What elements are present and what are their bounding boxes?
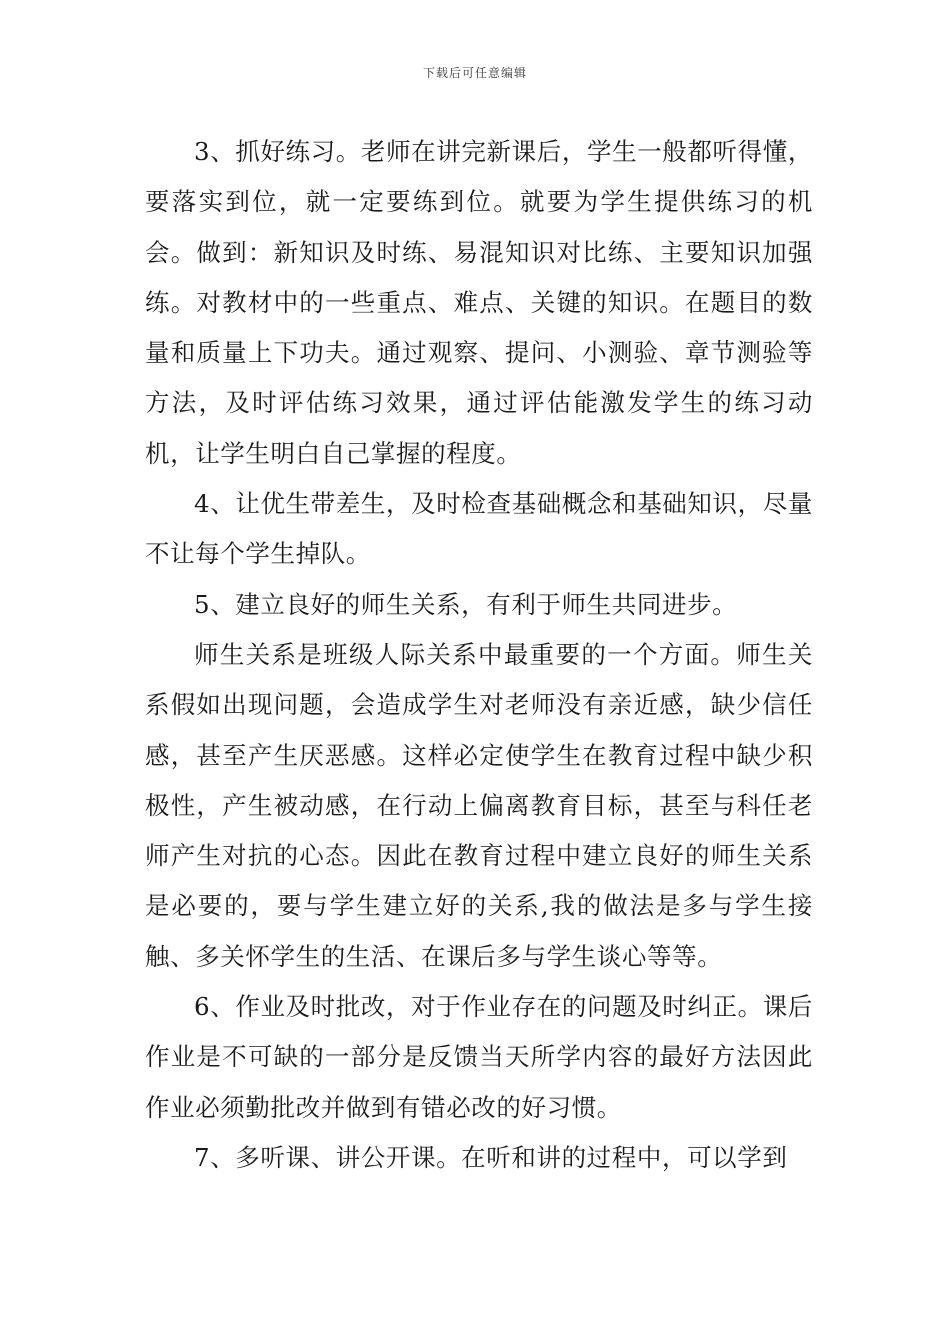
paragraph-peer-help: 4、让优生带差生，及时检查基础概念和基础知识，尽量不让每个学生掉队。 — [145, 489, 813, 569]
paragraph-homework: 6、作业及时批改，对于作业存在的问题及时纠正。课后作业是不可缺的一部分是反馈当天所学内容的最好方法因此作业必须勤批改并做到有错必改的好习惯。 — [145, 992, 813, 1122]
document-body — [145, 127, 813, 1183]
paragraph-lessons: 7、多听课、讲公开课。在听和讲的过程中，可以学到 — [194, 1142, 788, 1172]
paragraph-practice: 3、抓好练习。老师在讲完新课后，学生一般都听得懂，要落实到位，就一定要练到位。就要为学生提供练习的机会。做到：新知识及时练、易混知识对比练、主要知识加强练。对教材中的一些重点、难点、关键的知识。在题目的数量和质量上下功夫。通过观察、提问、小测验、章节测验等方法，及时评估练习效果，通过评估能激发学生的练习动机，让学生明白自己掌握的程度。 — [145, 137, 813, 468]
download-note: 下载后可任意编辑 — [422, 66, 527, 80]
paragraph-relationship-detail: 师生关系是班级人际关系中最重要的一个方面。师生关系假如出现问题，会造成学生对老师没有亲近感，缺少信任感，甚至产生厌恶感。这样必定使学生在教育过程中缺少积极性，产生被动感，在行动上偏离教育目标，甚至与科任老师产生对抗的心态。因此在教育过程中建立良好的师生关系是必要的，要与学生建立好的关系,我的做法是多与学生接触、多关怀学生的生活、在课后多与学生谈心等等。 — [145, 639, 813, 971]
paragraph-relationship-heading: 5、建立良好的师生关系，有利于师生共同进步。 — [194, 589, 738, 619]
